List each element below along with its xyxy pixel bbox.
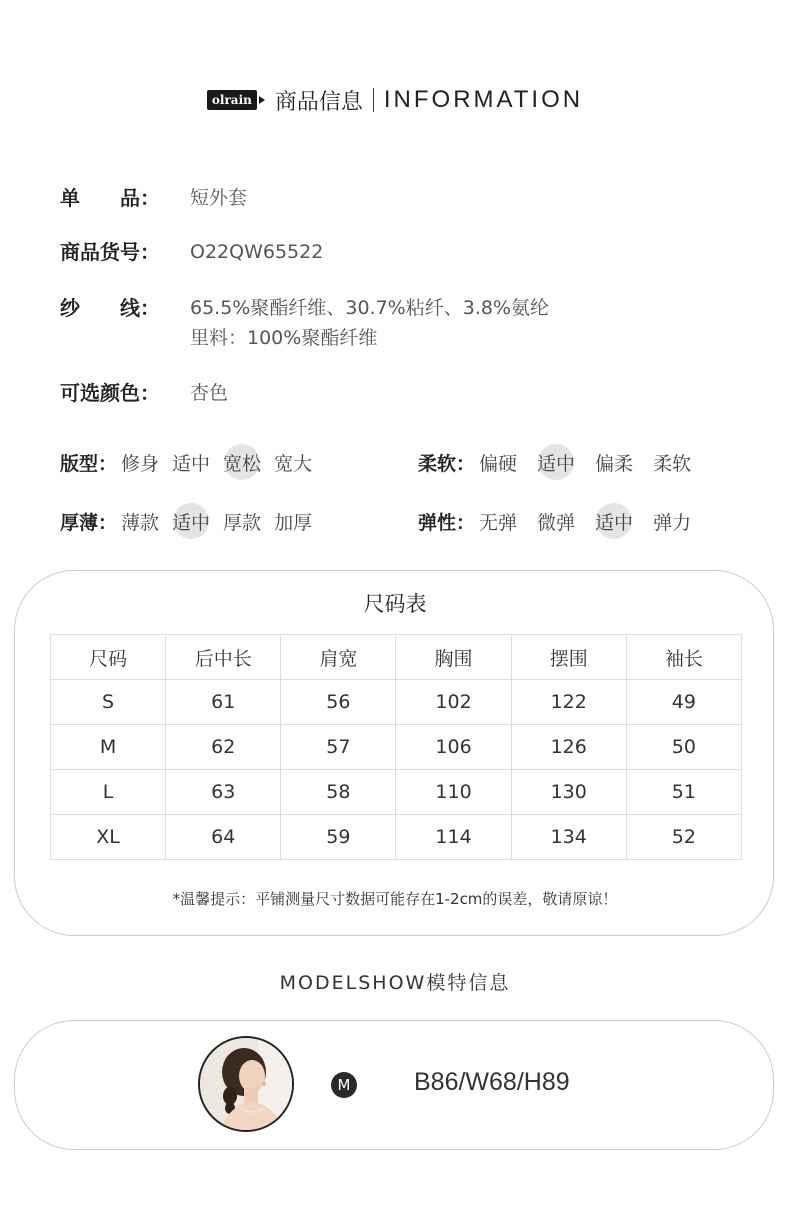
table-cell: 114 xyxy=(396,815,511,860)
model-avatar xyxy=(198,1036,294,1132)
size-chart-title: 尺码表 xyxy=(363,592,427,616)
table-cell: 51 xyxy=(626,770,741,815)
info-label: 可选颜色： xyxy=(60,381,160,405)
info-label: 单 品： xyxy=(60,186,160,210)
table-cell: 134 xyxy=(511,815,626,860)
table-cell: 49 xyxy=(626,680,741,725)
table-cell: 58 xyxy=(281,770,396,815)
attr-label: 柔软： xyxy=(418,452,476,475)
table-row xyxy=(51,680,742,725)
table-cell: 106 xyxy=(396,725,511,770)
table-cell: S xyxy=(51,680,166,725)
table-cell: 130 xyxy=(511,770,626,815)
table-cell: 64 xyxy=(166,815,281,860)
attr-softness xyxy=(418,444,704,480)
attr-label: 版型： xyxy=(60,452,118,475)
info-value: 65.5%聚酯纤维、30.7%粘纤、3.8%氨纶 xyxy=(190,297,549,319)
table-cell: 61 xyxy=(166,680,281,725)
attr-option-selected: 适中 xyxy=(172,508,210,535)
attr-option: 柔软 xyxy=(653,452,692,475)
info-row-sku xyxy=(60,237,323,267)
table-header-row xyxy=(51,635,742,680)
attr-option-selected: 适中 xyxy=(537,449,575,476)
table-header-cell: 摆围 xyxy=(511,635,626,680)
model-measurements: B86/W68/H89 xyxy=(414,1068,570,1096)
table-header-cell: 肩宽 xyxy=(281,635,396,680)
play-icon xyxy=(259,96,265,104)
attr-thickness xyxy=(60,503,325,539)
table-cell: 63 xyxy=(166,770,281,815)
table-row xyxy=(51,815,742,860)
attr-option: 无弹 xyxy=(479,511,518,534)
table-header-cell: 尺码 xyxy=(51,635,166,680)
size-table xyxy=(50,634,742,860)
info-label: 纱 线： xyxy=(60,296,160,320)
attr-option: 适中 xyxy=(172,452,211,475)
info-value: 杏色 xyxy=(190,382,229,404)
info-row-color xyxy=(60,378,228,408)
table-cell: 122 xyxy=(511,680,626,725)
size-note: *温馨提示：平铺测量尺寸数据可能存在1-2cm的误差，敬请原谅！ xyxy=(172,890,618,908)
attr-elasticity xyxy=(418,503,704,539)
model-size-badge: M xyxy=(331,1072,357,1098)
table-cell: 62 xyxy=(166,725,281,770)
table-cell: 59 xyxy=(281,815,396,860)
attr-fit xyxy=(60,444,325,480)
table-cell: XL xyxy=(51,815,166,860)
attr-option: 加厚 xyxy=(274,511,313,534)
title-cn: 商品信息 xyxy=(274,89,363,115)
info-label: 商品货号： xyxy=(60,240,160,264)
table-cell: 110 xyxy=(396,770,511,815)
attr-option: 薄款 xyxy=(121,511,160,534)
attr-option-selected: 适中 xyxy=(595,508,633,535)
table-cell: 56 xyxy=(281,680,396,725)
page-header xyxy=(0,80,790,120)
attr-label: 厚薄： xyxy=(60,511,118,534)
table-cell: 57 xyxy=(281,725,396,770)
attr-label: 弹性： xyxy=(418,511,476,534)
model-portrait-image xyxy=(200,1038,292,1130)
table-cell: 52 xyxy=(626,815,741,860)
title-en: INFORMATION xyxy=(383,86,584,113)
table-cell: L xyxy=(51,770,166,815)
info-row-material xyxy=(60,293,549,353)
attr-option: 微弹 xyxy=(537,511,576,534)
brand-logo: olrain xyxy=(207,90,257,110)
info-value: 短外套 xyxy=(190,187,248,209)
table-cell: 126 xyxy=(511,725,626,770)
table-cell: 102 xyxy=(396,680,511,725)
table-cell: M xyxy=(51,725,166,770)
attr-option: 偏硬 xyxy=(479,452,518,475)
attr-option: 厚款 xyxy=(223,511,262,534)
table-header-cell: 后中长 xyxy=(166,635,281,680)
attr-option: 弹力 xyxy=(653,511,692,534)
table-row xyxy=(51,725,742,770)
info-row-item xyxy=(60,183,247,213)
title-divider xyxy=(373,88,374,112)
attr-option: 偏柔 xyxy=(595,452,634,475)
model-card xyxy=(14,1020,774,1150)
model-section-title: MODELSHOW模特信息 xyxy=(279,972,511,994)
table-row xyxy=(51,770,742,815)
table-header-cell: 胸围 xyxy=(396,635,511,680)
info-value: O22QW65522 xyxy=(190,241,324,263)
attr-option: 宽大 xyxy=(274,452,313,475)
info-value-lining: 里料：100%聚酯纤维 xyxy=(190,327,378,349)
table-cell: 50 xyxy=(626,725,741,770)
table-header-cell: 袖长 xyxy=(626,635,741,680)
attr-option-selected: 宽松 xyxy=(223,449,261,476)
attr-option: 修身 xyxy=(121,452,160,475)
